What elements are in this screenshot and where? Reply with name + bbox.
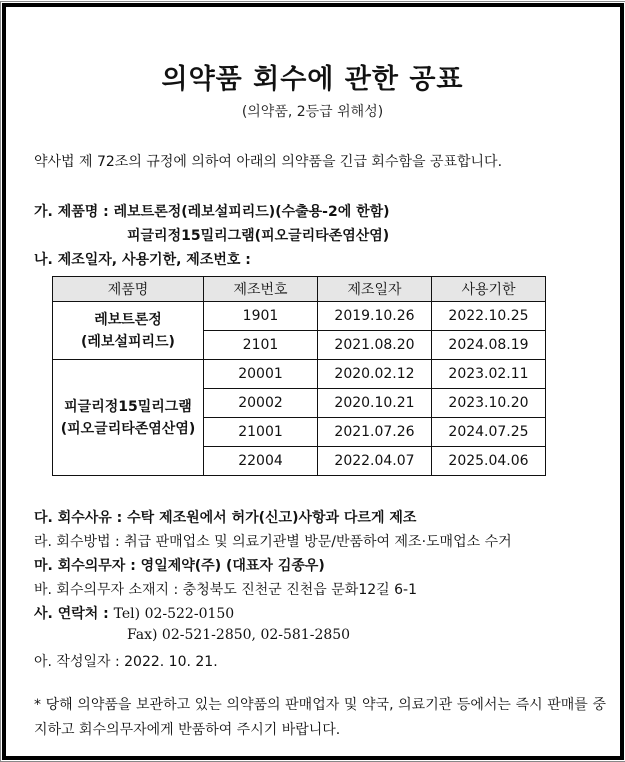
mfg-cell: 2021.07.26 — [318, 418, 432, 447]
exp-cell: 2024.08.19 — [432, 331, 546, 360]
lot-cell: 20001 — [204, 360, 318, 389]
section-ma-recall-party: 마. 회수의무자 : 영일제약(주) (대표자 김종우) — [34, 558, 325, 574]
exp-cell: 2023.10.20 — [432, 389, 546, 418]
section-na: 나. 제조일자, 사용기한, 제조번호 : — [34, 252, 251, 268]
section-a-date: 아. 작성일자 : 2022. 10. 21. — [34, 654, 218, 670]
product-name-line: 레보트론정 — [94, 311, 162, 328]
lot-cell: 22004 — [204, 447, 318, 476]
mfg-cell: 2020.10.21 — [318, 389, 432, 418]
section-ba-address: 바. 회수의무자 소재지 : 충청북도 진천군 진천읍 문화12길 6-1 — [34, 582, 417, 598]
section-da-recall-reason: 다. 회수사유 : 수탁 제조원에서 허가(신고)사항과 다르게 제조 — [34, 510, 417, 526]
lot-cell: 21001 — [204, 418, 318, 447]
exp-cell: 2025.04.06 — [432, 447, 546, 476]
page-title: 의약품 회수에 관한 공표 — [161, 64, 464, 95]
table-header-row — [53, 277, 546, 302]
recall-lot-table — [52, 276, 546, 476]
mfg-cell: 2020.02.12 — [318, 360, 432, 389]
product-cell — [53, 360, 204, 476]
section-ga — [34, 201, 390, 221]
page-subtitle: (의약품, 2등급 위해성) — [241, 104, 384, 120]
product-cell — [53, 302, 204, 360]
mfg-cell: 2022.04.07 — [318, 447, 432, 476]
table-row — [53, 302, 546, 331]
product-name-2: 피글리정15밀리그램(피오글리타존염산염) — [127, 228, 390, 244]
exp-cell: 2022.10.25 — [432, 302, 546, 331]
header-product: 제품명 — [53, 277, 204, 302]
mfg-cell: 2019.10.26 — [318, 302, 432, 331]
lot-cell: 20002 — [204, 389, 318, 418]
section-ra-recall-method: 라. 회수방법 : 취급 판매업소 및 의료기관별 방문/반품하여 제조·도매업소 수거 — [34, 534, 512, 550]
header-exp-date: 사용기한 — [432, 277, 546, 302]
section-sa-label: 사. 연락처 : — [34, 606, 114, 622]
lot-cell: 2101 — [204, 331, 318, 360]
contact-tel: Tel) 02-522-0150 — [113, 606, 235, 622]
exp-cell: 2023.02.11 — [432, 360, 546, 389]
product-name-1: 레보트론정(레보설피리드)(수출용-2에 한함) — [113, 204, 390, 220]
notice-footnote: * 당해 의약품을 보관하고 있는 의약품의 판매업자 및 약국, 의료기관 등에서는 즉시 판매를 중지하고 회수의무자에게 반품하여 주시기 바랍니다. — [34, 697, 606, 738]
section-ga-label: 가. 제품명 : — [34, 204, 114, 220]
table-row — [53, 360, 546, 389]
section-sa-contact — [34, 603, 234, 623]
exp-cell: 2024.07.25 — [432, 418, 546, 447]
contact-fax: Fax) 02-521-2850, 02-581-2850 — [127, 627, 351, 643]
product-ingredient-line: (레보설피리드) — [81, 333, 175, 350]
mfg-cell: 2021.08.20 — [318, 331, 432, 360]
header-lot: 제조번호 — [204, 277, 318, 302]
header-mfg-date: 제조일자 — [318, 277, 432, 302]
lot-cell: 1901 — [204, 302, 318, 331]
product-ingredient-line: (피오글리타존염산염) — [60, 420, 196, 437]
product-name-line: 피글리정15밀리그램 — [64, 398, 192, 415]
intro-text: 약사법 제 72조의 규정에 의하여 아래의 의약품을 긴급 회수함을 공표합니다. — [34, 154, 503, 170]
